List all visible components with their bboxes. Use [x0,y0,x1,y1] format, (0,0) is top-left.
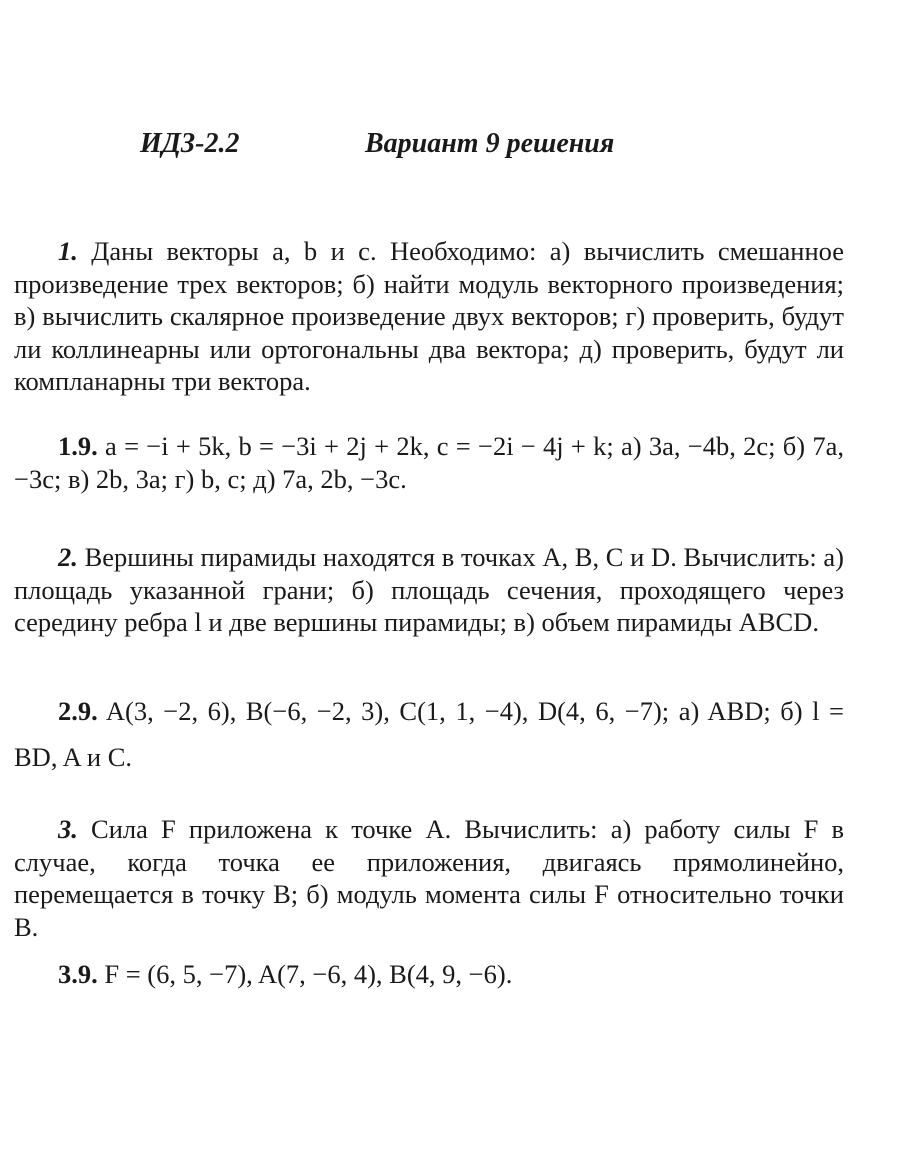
task-2-variant-text: A(3, −2, 6), B(−6, −2, 3), C(1, 1, −4), D(4, 6, −7); а) ABD; б) l = BD, A и C. [14,696,844,772]
task-2-text: Вершины пирамиды находятся в точках A, B, C и D. Вычислить: а) площадь указанной грани; б) площадь сечения, проходящего через середину ребра l и две вершины пирамиды; в) объем пирамиды ABCD. [14,542,845,637]
task-1-variant-number: 1.9. [58,431,98,461]
task-3-text: Сила F приложена к точке A. Вычислить: а) работу силы F в случае, когда точка ее приложения, двигаясь прямолинейно, перемещается в точку B; б) модуль момента силы F относительно точки B. [14,814,844,942]
task-3-variant-number: 3.9. [58,959,98,989]
task-1-statement [14,235,844,398]
variant-title: Вариант 9 решения [365,128,615,159]
header [140,128,700,168]
task-2-statement [14,541,844,639]
task-1-text: Даны векторы a, b и c. Необходимо: а) вычислить смешанное произведение трех векторов; б) найти модуль векторного произведения; в) вычислить скалярное произведение двух векторов; г) проверить, будут ли коллинеарны или ортогональны два вектора; д) проверить, будут ли компланарны три вектора. [14,236,845,396]
task-1-variant-text: a = −i + 5k, b = −3i + 2j + 2k, c = −2i − 4j + k; а) 3a, −4b, 2c; б) 7a, −3c; в) 2b, 3a; г) b, c; д) 7a, 2b, −3c. [14,431,844,494]
task-2-variant-number: 2.9. [58,696,98,726]
task-3-statement [14,813,844,943]
task-3-number: 3. [58,814,78,844]
task-1-number: 1. [58,236,78,266]
assignment-code: ИДЗ-2.2 [140,128,240,159]
task-3-variant-text: F = (6, 5, −7), A(7, −6, 4), B(4, 9, −6). [104,959,513,989]
task-3-variant [14,958,844,991]
task-2-variant [14,688,844,780]
task-1-variant [14,430,844,495]
task-2-number: 2. [58,542,78,572]
